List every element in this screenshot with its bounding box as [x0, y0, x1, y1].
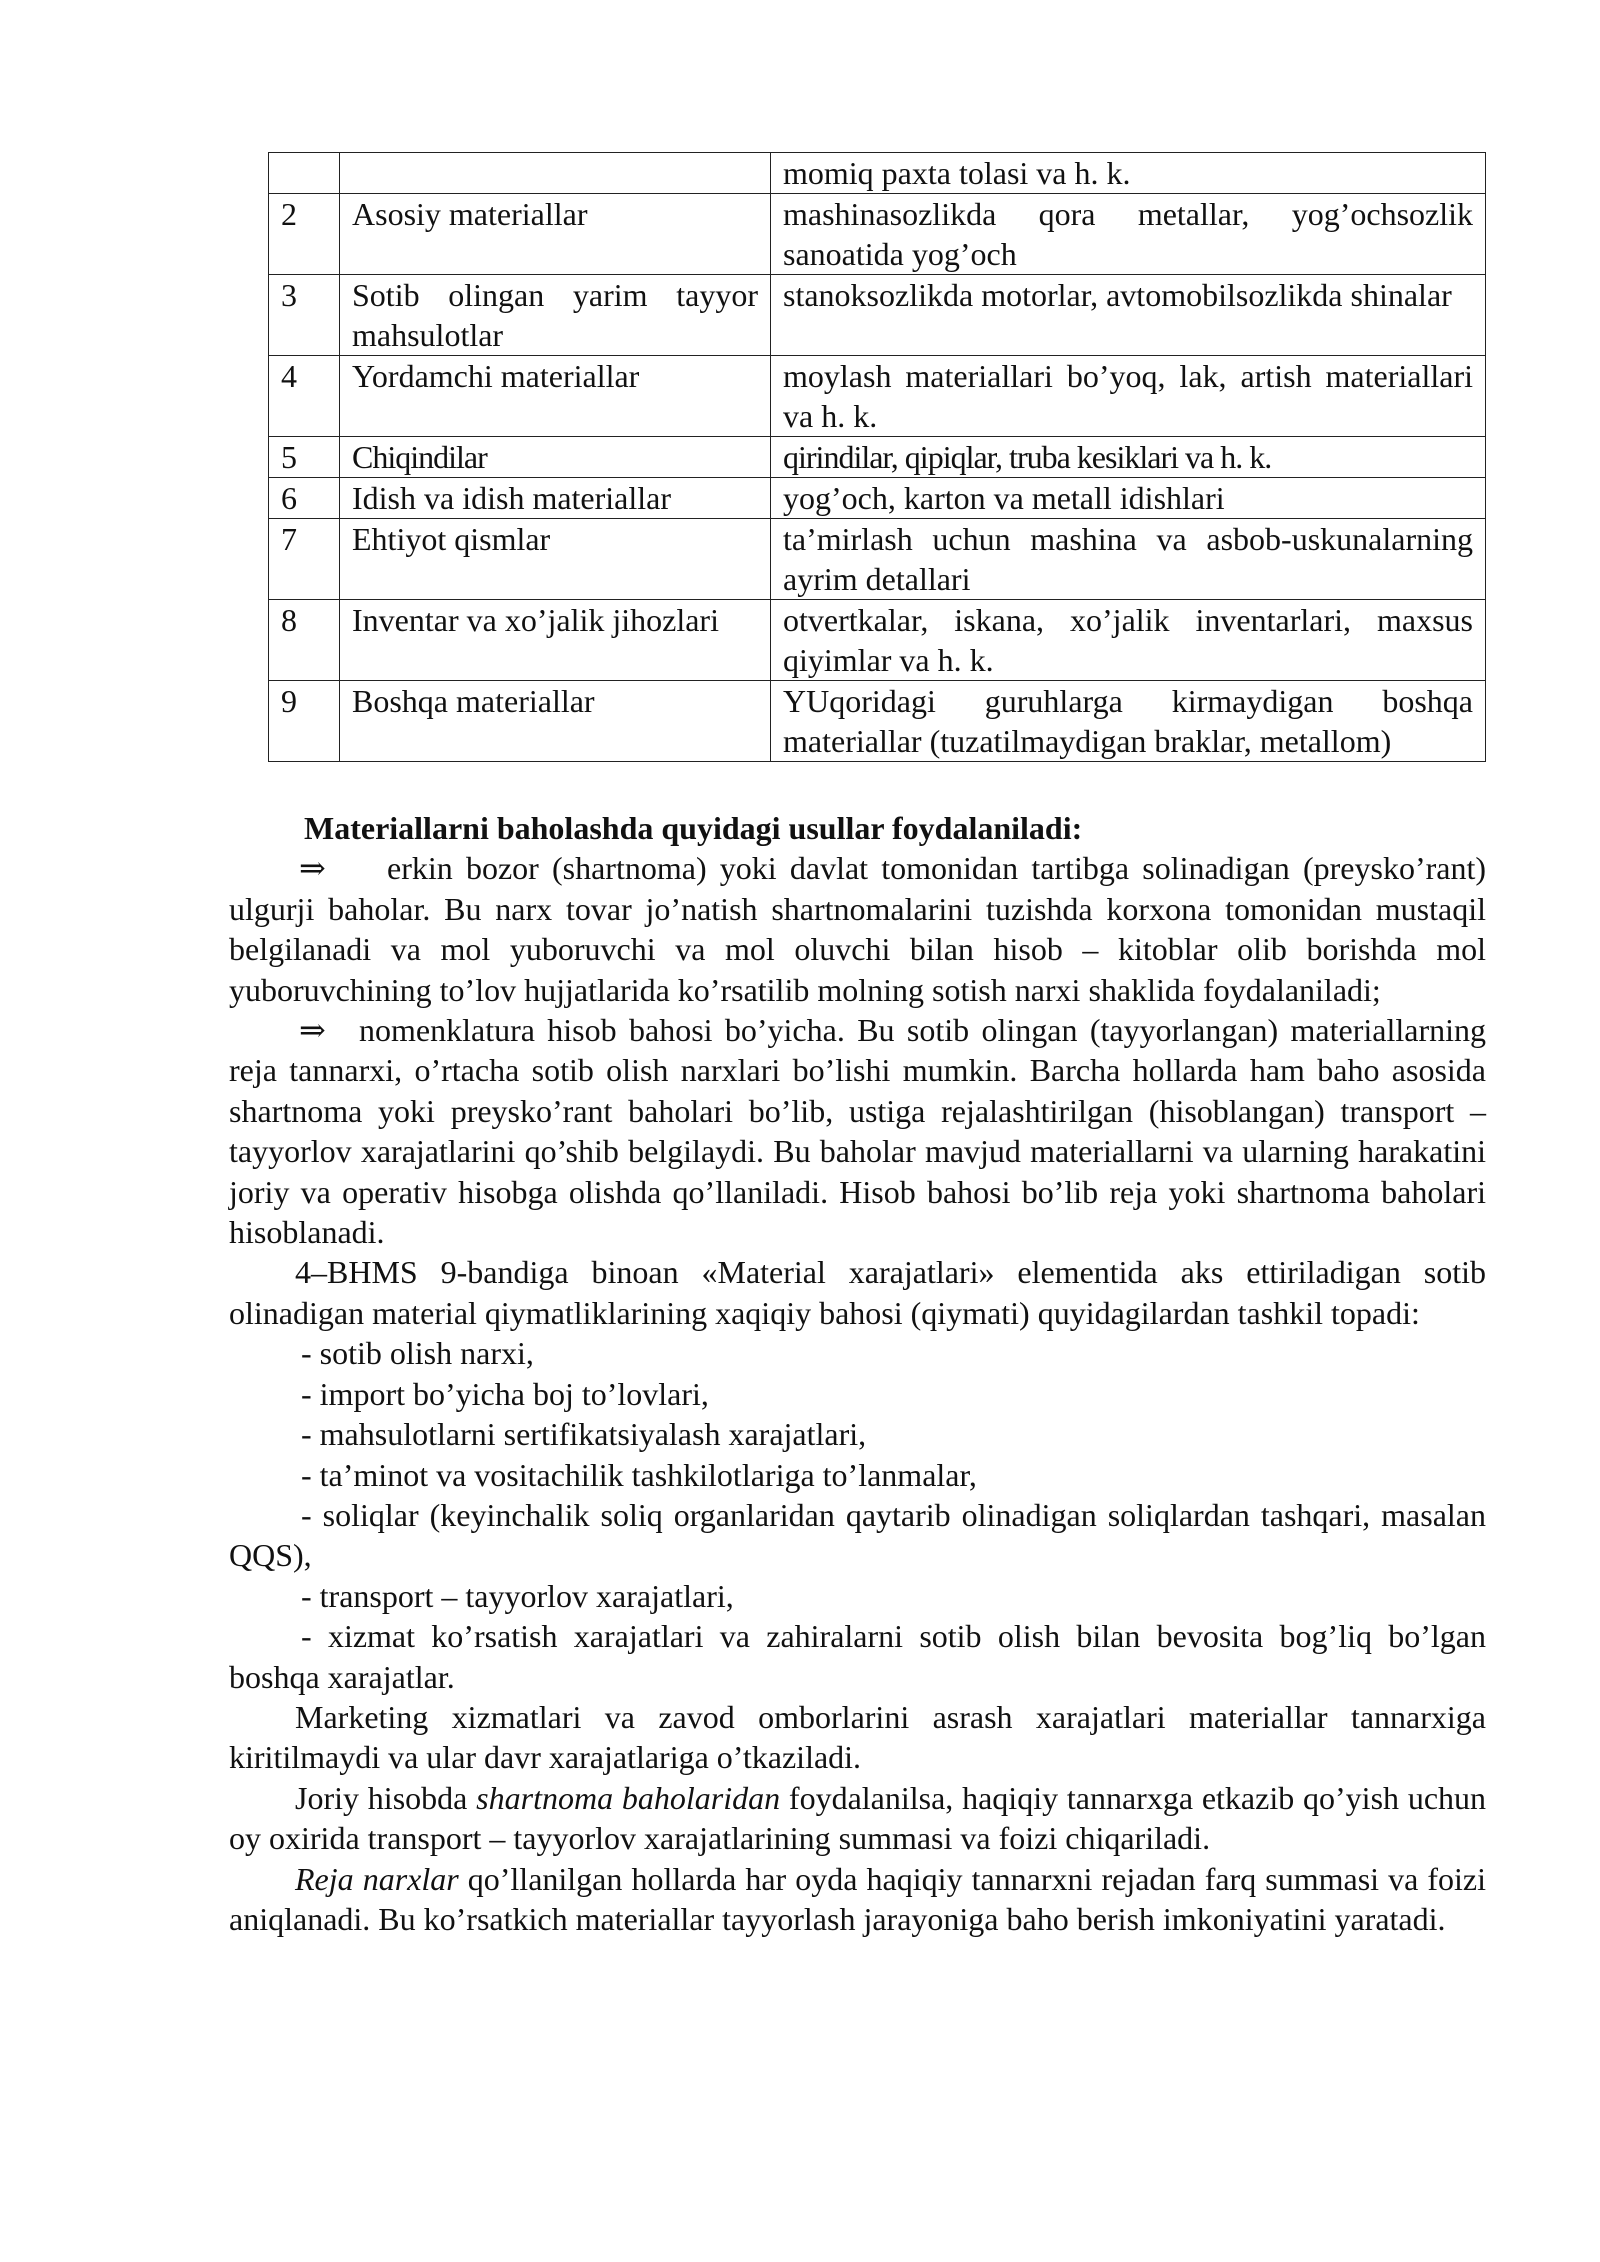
italic-run: Reja narxlar — [295, 1860, 459, 1897]
text-run: Joriy hisobda — [295, 1779, 477, 1816]
section-heading: Materiallarni baholashda quyidagi usullar foydalaniladi: — [304, 810, 1083, 846]
row-number: 8 — [269, 600, 340, 681]
table-row — [269, 194, 1486, 275]
list-item: - ta’minot va vositachilik tashkilotlariga to’lanmalar, — [301, 1456, 977, 1493]
material-description: mashinasozlikda qora metallar, yog’ochsozlik sanoatida yog’och — [771, 194, 1486, 275]
paragraph — [229, 1778, 1486, 1859]
list-item: - xizmat ko’rsatish xarajatlari va zahiralarni sotib olish bilan bevosita bog’liq bo’lgan boshqa xarajatlar. — [229, 1618, 1486, 1695]
table-row — [269, 519, 1486, 600]
bullet-text: nomenklatura hisob bahosi bo’yicha. Bu sotib olingan (tayyorlangan) materiallarning reja tannarxi, o’rtacha sotib olish narxlari bo’lishi mumkin. Barcha hollarda ham baho asosida shartnoma yoki preysko’rant baholari bo’lib, ustiga rejalashtirilgan (hisoblangan) transport – tayyorlov xarajatlarini qo’shib belgilaydi. Bu baholar mavjud materiallarni va ularning harakatini joriy va operativ hisobga olishda qo’llaniladi. Hisob bahosi bo’lib reja yoki shartnoma baholari hisoblanadi. — [229, 1012, 1486, 1251]
italic-run: shartnoma baholaridan — [476, 1779, 781, 1816]
table-row — [269, 275, 1486, 356]
text-run: foydalanilsa, haqiqiy tannarxga etkazib qo’yish uchun oy oxirida transport – tayyorlov xarajatlarining summasi va foizi chiqariladi. — [229, 1779, 1487, 1857]
material-name: Sotib olingan yarim tayyor mahsulotlar — [340, 275, 771, 356]
table-row — [269, 153, 1486, 194]
material-name — [340, 153, 771, 194]
bullet-paragraph — [229, 848, 1486, 1010]
row-number: 2 — [269, 194, 340, 275]
arrow-icon: ⇒ — [299, 850, 326, 887]
bullet-paragraph — [229, 1010, 1486, 1252]
material-name: Ehtiyot qismlar — [340, 519, 771, 600]
row-number: 6 — [269, 478, 340, 519]
table-row — [269, 356, 1486, 437]
material-name: Chiqindilar — [340, 437, 771, 478]
list-item: - transport – tayyorlov xarajatlari, — [301, 1577, 734, 1614]
text-run: qo’llanilgan hollarda har oyda haqiqiy tannarxni rejadan farq summasi va foizi aniqlanadi. Bu ko’rsatkich materiallar tayyorlash jarayoniga baho berish imkoniyatini yaratadi. — [229, 1860, 1487, 1937]
material-description: otvertkalar, iskana, xo’jalik inventarlari, maxsus qiyimlar va h. k. — [771, 600, 1486, 681]
material-description: moylash materiallari bo’yoq, lak, artish materiallari va h. k. — [771, 356, 1486, 437]
row-number: 3 — [269, 275, 340, 356]
material-description: YUqoridagi guruhlarga kirmaydigan boshqa materiallar (tuzatilmaydigan braklar, metallom) — [771, 681, 1486, 762]
material-description: ta’mirlash uchun mashina va asbob-uskunalarning ayrim detallari — [771, 519, 1486, 600]
material-description: yog’och, karton va metall idishlari — [771, 478, 1486, 519]
material-description: qirindilar, qipiqlar, truba kesiklari va h. k. — [771, 437, 1486, 478]
row-number: 5 — [269, 437, 340, 478]
list-item: - import bo’yicha boj to’lovlari, — [301, 1375, 709, 1412]
material-description: momiq paxta tolasi va h. k. — [771, 153, 1486, 194]
bullet-text: erkin bozor (shartnoma) yoki davlat tomonidan tartibga solinadigan (preysko’rant) ulgurji baholar. Bu narx tovar jo’natish shartnomalarini tuzishda korxona tomonidan mustaqil belgilanadi va mol yuboruvchi va mol oluvchi bilan hisob – kitoblar olib borishda mol yuboruvchining to’lov hujjatlarida ko’rsatilib molning sotish narxi shaklida foydalaniladi; — [229, 850, 1486, 1008]
row-number: 9 — [269, 681, 340, 762]
list-item: - soliqlar (keyinchalik soliq organlaridan qaytarib olinadigan soliqlardan tashqari, masalan QQS), — [229, 1496, 1486, 1574]
paragraph: 4–BHMS 9-bandiga binoan «Material xarajatlari» elementida aks ettiriladigan sotib olinadigan material qiymatliklarining xaqiqiy bahosi (qiymati) quyidagilardan tashkil topadi: — [229, 1254, 1486, 1331]
material-name: Inventar va xo’jalik jihozlari — [340, 600, 771, 681]
table-row — [269, 478, 1486, 519]
material-name: Idish va idish materiallar — [340, 478, 771, 519]
list-item: - mahsulotlarni sertifikatsiyalash xarajatlari, — [301, 1416, 867, 1453]
table-row — [269, 437, 1486, 478]
materials-table — [268, 152, 1486, 762]
material-name: Asosiy materiallar — [340, 194, 771, 275]
row-number: 7 — [269, 519, 340, 600]
material-name: Boshqa materiallar — [340, 681, 771, 762]
row-number: 4 — [269, 356, 340, 437]
material-description: stanoksozlikda motorlar, avtomobilsozlikda shinalar — [771, 275, 1486, 356]
paragraph — [229, 1859, 1486, 1940]
table-row — [269, 681, 1486, 762]
list-item: - sotib olish narxi, — [301, 1335, 534, 1372]
material-name: Yordamchi materiallar — [340, 356, 771, 437]
paragraph: Marketing xizmatlari va zavod omborlarini asrash xarajatlari materiallar tannarxiga kiritilmaydi va ular davr xarajatlariga o’tkaziladi. — [229, 1698, 1486, 1776]
body-text — [229, 808, 1486, 1939]
row-number — [269, 153, 340, 194]
arrow-icon: ⇒ — [299, 1012, 326, 1049]
table-row — [269, 600, 1486, 681]
